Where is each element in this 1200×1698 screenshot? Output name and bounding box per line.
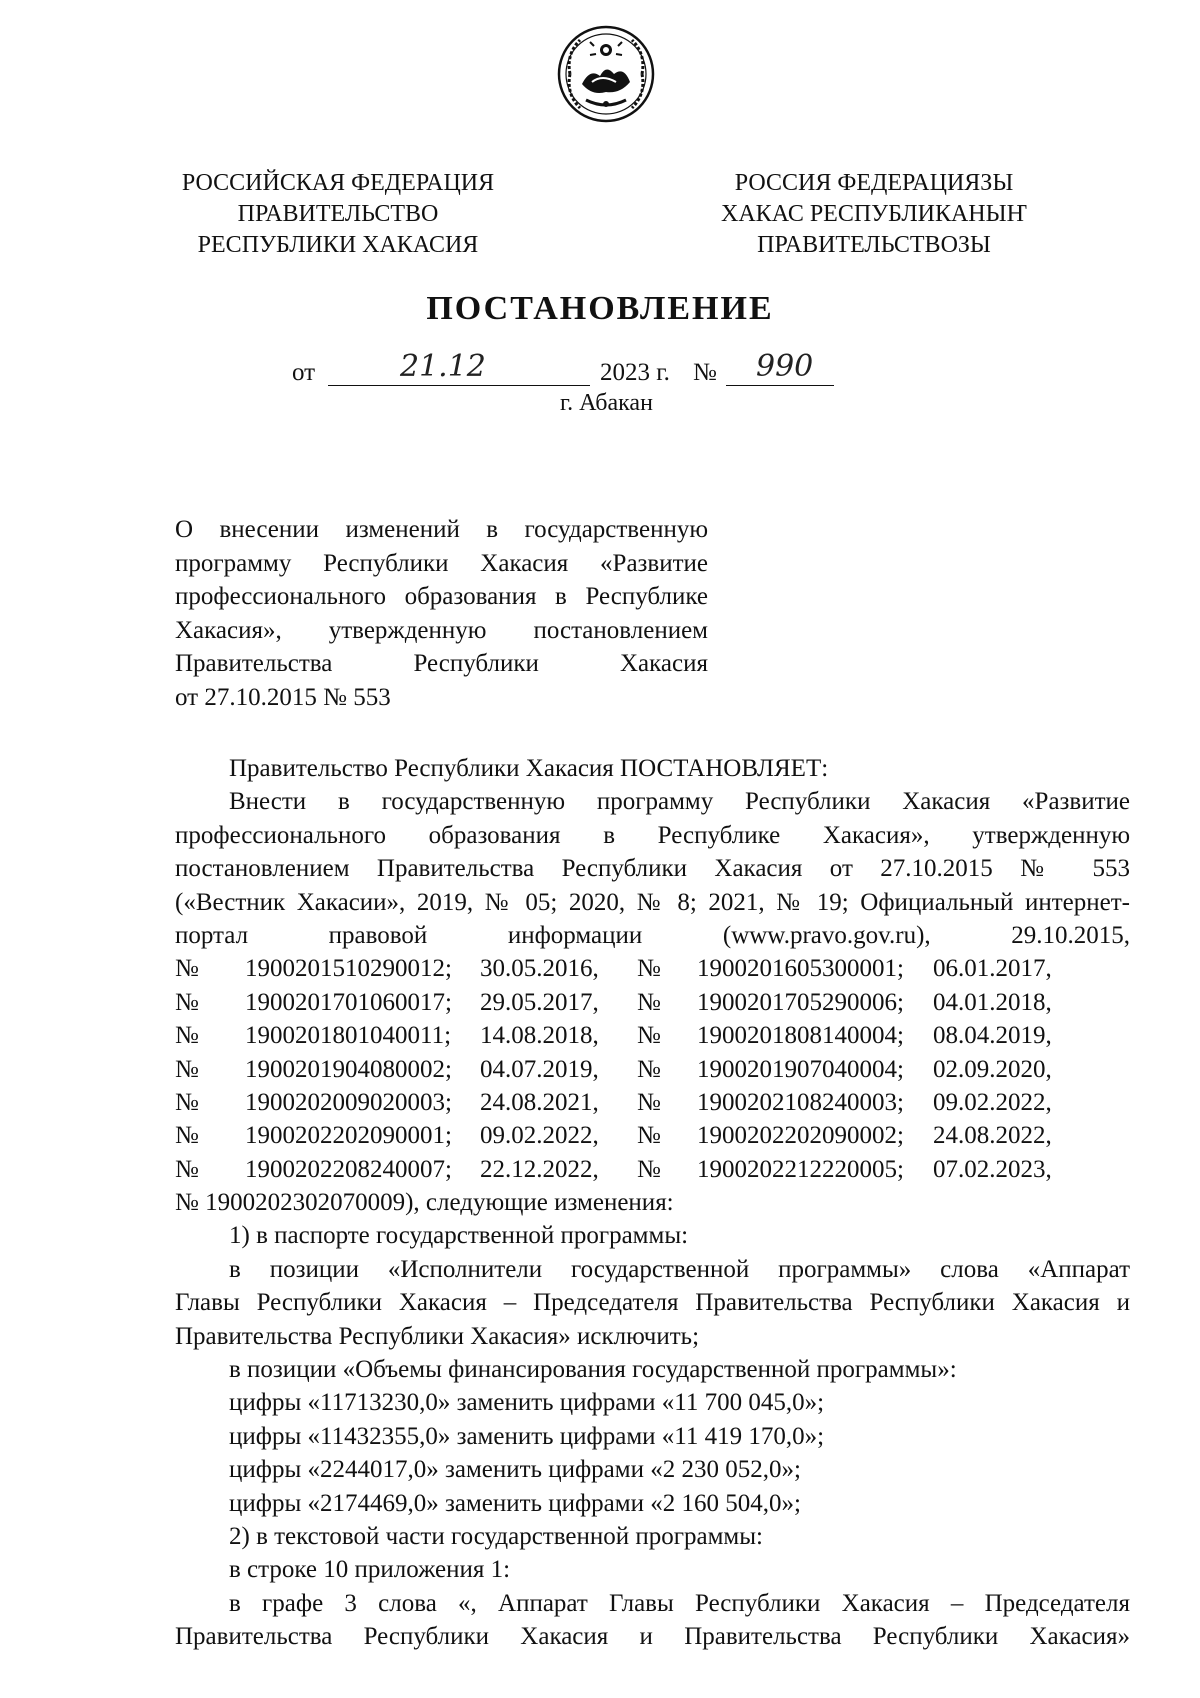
reg-number: 1900202208240007; [245,1155,452,1183]
date-number-line [0,349,1200,393]
figures-line: цифры «11713230,0» заменить цифрами «11 700 045,0»; [229,1389,825,1417]
reg-date: 08.04.2019, [933,1022,1052,1050]
item-1-heading: 1) в паспорте государственной программы: [229,1222,689,1250]
financing-heading: в позиции «Объемы финансирования государственной программы»: [229,1356,957,1384]
reg-date: 14.08.2018, [480,1022,599,1050]
handwritten-number: 990 [756,349,814,384]
year-label: 2023 г. [600,359,670,386]
reg-number: 1900201705290006; [697,988,904,1016]
header-right-khakas [706,168,1042,261]
header-left-line: РЕСПУБЛИКИ ХАКАСИЯ [197,232,479,258]
reg-number: 1900202202090002; [697,1122,904,1150]
date-prefix: от [292,359,316,386]
intro-line: постановлением Правительства Республики Хакасия от 27.10.2015 № 553 [175,855,1130,883]
num-sign: № [175,1155,199,1183]
header-right-line: ПРАВИТЕЛЬСТВОЗЫ [757,232,991,258]
subject-line: Хакасия», утвержденную постановлением [175,616,708,644]
intro-line: Внести в государственную программу Республики Хакасия «Развитие [229,788,1130,816]
city-name: г. Абакан [560,390,653,416]
reg-number: 1900202202090001; [245,1122,452,1150]
num-sign: № [175,1088,199,1116]
reg-date: 24.08.2022, [933,1122,1052,1150]
item-2-heading: 2) в текстовой части государственной программы: [229,1522,763,1550]
reg-date: 09.02.2022, [480,1122,599,1150]
document-body [175,752,1130,1654]
subject-line: программу Республики Хакасия «Развитие [175,549,708,577]
intro-line: портал правовой информации (www.pravo.gov.ru), 29.10.2015, [175,921,1130,949]
subject-line: О внесении изменений в государственную [175,516,708,543]
header-right-line: ХАКАС РЕСПУБЛИКАНЫҤ [721,201,1027,227]
figures-line: цифры «2174469,0» заменить цифрами «2 160 504,0»; [229,1489,801,1517]
num-sign: № [175,955,199,983]
header-left-ru [168,168,508,261]
num-sign: № [175,1055,199,1083]
registration-row [175,1053,1130,1086]
reg-date: 22.12.2022, [480,1155,599,1183]
reg-date: 30.05.2016, [480,955,599,983]
after-numbers-line: № 1900202302070009), следующие изменения: [175,1189,674,1217]
coat-of-arms-emblem [556,24,656,124]
reg-date: 24.08.2021, [480,1088,599,1116]
reg-number: 1900201701060017; [245,988,452,1016]
reg-number: 1900202009020003; [245,1088,452,1116]
subject-block [175,513,708,714]
figures-line: цифры «11432355,0» заменить цифрами «11 419 170,0»; [229,1422,825,1450]
reg-number: 1900201510290012; [245,955,452,983]
num-sign: № [637,1022,661,1050]
num-sign: № [637,1155,661,1183]
reg-date: 02.09.2020, [933,1055,1052,1083]
reg-date: 07.02.2023, [933,1155,1052,1183]
header-right-line: РОССИЯ ФЕДЕРАЦИЯЗЫ [734,170,1014,196]
registration-row [175,986,1130,1019]
item-2-line: в графе 3 слова «, Аппарат Главы Республики Хакасия – Председателя [229,1589,1130,1617]
reg-date: 04.01.2018, [933,988,1052,1016]
num-sign: № [175,1122,199,1150]
item-2-row: в строке 10 приложения 1: [229,1556,511,1584]
figures-line: цифры «2244017,0» заменить цифрами «2 230 052,0»; [229,1456,801,1484]
item-1-line: Главы Республики Хакасия – Председателя Правительства Республики Хакасия и [175,1289,1130,1317]
reg-number: 1900201907040004; [697,1055,904,1083]
registration-row [175,1019,1130,1052]
reg-number: 1900201605300001; [697,955,904,983]
num-sign: № [175,1022,199,1050]
registration-row [175,1153,1130,1186]
reg-number: 1900201808140004; [697,1022,904,1050]
num-sign: № [175,988,199,1016]
document-type-title: ПОСТАНОВЛЕНИЕ [426,290,774,327]
reg-date: 29.05.2017, [480,988,599,1016]
subject-line: профессионального образования в Республике [175,583,708,610]
num-sign: № [637,1055,661,1083]
handwritten-date: 21.12 [400,349,486,384]
reg-number: 1900201801040011; [245,1022,452,1050]
reg-number: 1900202108240003; [697,1088,904,1116]
registration-numbers-list [175,952,1130,1186]
subject-line: Правительства Республики Хакасия [175,650,708,677]
intro-line: («Вестник Хакасии», 2019, № 05; 2020, № 8; 2021, № 19; Официальный интернет- [175,888,1130,916]
registration-row [175,952,1130,985]
item-1-line: в позиции «Исполнители государственной программы» слова «Аппарат [229,1255,1130,1283]
header-left-line: ПРАВИТЕЛЬСТВО [237,201,439,227]
num-sign: № [637,955,661,983]
subject-line: от 27.10.2015 № 553 [175,683,391,711]
intro-line: профессионального образования в Республике Хакасия», утвержденную [175,821,1130,849]
number-sign: № [693,359,717,386]
item-1-line: Правительства Республики Хакасия» исключить; [175,1322,700,1350]
reg-number: 1900201904080002; [245,1055,452,1083]
registration-row [175,1119,1130,1152]
num-sign: № [637,1088,661,1116]
number-underline [726,349,834,386]
registration-row [175,1086,1130,1119]
date-underline [328,349,590,386]
reg-date: 09.02.2022, [933,1088,1052,1116]
item-2-line: Правительства Республики Хакасия и Правительства Республики Хакасия» [175,1623,1130,1651]
reg-date: 06.01.2017, [933,955,1052,983]
num-sign: № [637,988,661,1016]
reg-date: 04.07.2019, [480,1055,599,1083]
reg-number: 1900202212220005; [697,1155,904,1183]
num-sign: № [637,1122,661,1150]
preamble: Правительство Республики Хакасия ПОСТАНОВЛЯЕТ: [229,755,829,782]
header-left-line: РОССИЙСКАЯ ФЕДЕРАЦИЯ [181,170,495,196]
